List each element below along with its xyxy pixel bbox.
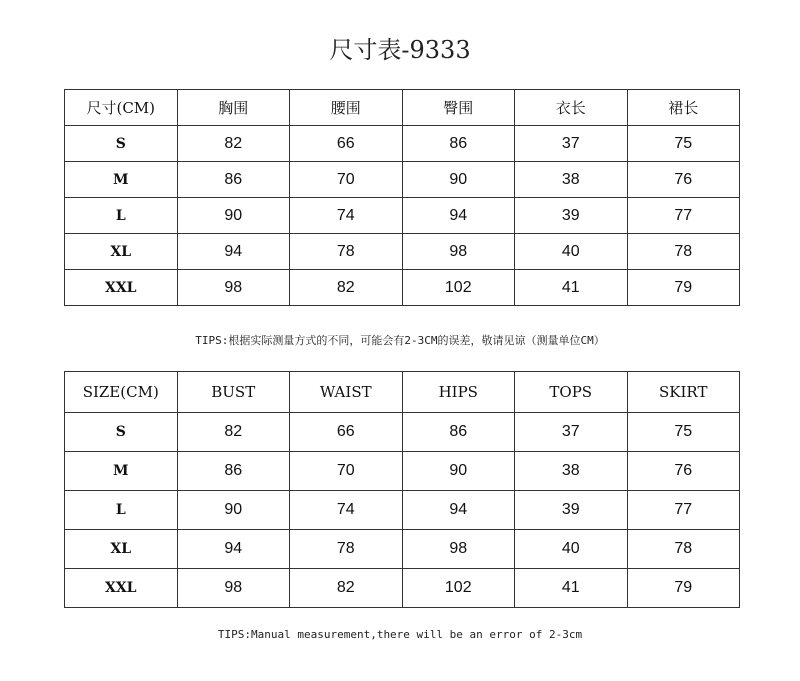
- value-cell: 38: [515, 162, 628, 198]
- value-cell: 82: [290, 270, 403, 306]
- value-cell: 79: [627, 270, 740, 306]
- value-cell: 98: [402, 530, 515, 569]
- header-cell: 臀围: [402, 90, 515, 126]
- value-cell: 79: [627, 569, 740, 608]
- value-cell: 38: [515, 452, 628, 491]
- value-cell: 94: [402, 491, 515, 530]
- size-cell: L: [65, 491, 178, 530]
- header-cell: 裙长: [627, 90, 740, 126]
- header-cell: 衣长: [515, 90, 628, 126]
- value-cell: 41: [515, 270, 628, 306]
- value-cell: 77: [627, 198, 740, 234]
- value-cell: 82: [290, 569, 403, 608]
- size-table-english: [64, 371, 740, 608]
- size-cell: L: [65, 198, 178, 234]
- value-cell: 98: [177, 270, 290, 306]
- value-cell: 75: [627, 413, 740, 452]
- value-cell: 78: [290, 530, 403, 569]
- header-cell: WAIST: [290, 372, 403, 413]
- value-cell: 78: [627, 234, 740, 270]
- size-cell: S: [65, 413, 178, 452]
- value-cell: 90: [402, 452, 515, 491]
- header-cell: 腰围: [290, 90, 403, 126]
- value-cell: 86: [402, 126, 515, 162]
- value-cell: 86: [402, 413, 515, 452]
- tips-note-english: TIPS:Manual measurement,there will be an error of 2-3cm: [217, 628, 583, 641]
- size-cell: S: [65, 126, 178, 162]
- value-cell: 94: [402, 198, 515, 234]
- value-cell: 77: [627, 491, 740, 530]
- header-cell: BUST: [177, 372, 290, 413]
- value-cell: 98: [177, 569, 290, 608]
- header-cell: 胸围: [177, 90, 290, 126]
- size-cell: XXL: [65, 270, 178, 306]
- value-cell: 98: [402, 234, 515, 270]
- value-cell: 94: [177, 530, 290, 569]
- table-row: [65, 270, 740, 306]
- value-cell: 86: [177, 162, 290, 198]
- size-cell: XL: [65, 530, 178, 569]
- header-cell: HIPS: [402, 372, 515, 413]
- table-row: [65, 198, 740, 234]
- value-cell: 37: [515, 126, 628, 162]
- table-row: [65, 234, 740, 270]
- value-cell: 37: [515, 413, 628, 452]
- value-cell: 94: [177, 234, 290, 270]
- value-cell: 90: [402, 162, 515, 198]
- page-title: 尺寸表-9333: [329, 36, 471, 64]
- table-row: [65, 162, 740, 198]
- table-row: [65, 452, 740, 491]
- value-cell: 82: [177, 413, 290, 452]
- value-cell: 70: [290, 452, 403, 491]
- value-cell: 78: [290, 234, 403, 270]
- value-cell: 39: [515, 491, 628, 530]
- size-cell: XL: [65, 234, 178, 270]
- table-row: [65, 491, 740, 530]
- size-cell: M: [65, 162, 178, 198]
- table-row: [65, 569, 740, 608]
- header-cell: SIZE(CM): [65, 372, 178, 413]
- value-cell: 90: [177, 491, 290, 530]
- value-cell: 66: [290, 126, 403, 162]
- value-cell: 74: [290, 198, 403, 234]
- value-cell: 78: [627, 530, 740, 569]
- header-cell: SKIRT: [627, 372, 740, 413]
- table-header-row: [65, 372, 740, 413]
- value-cell: 75: [627, 126, 740, 162]
- value-cell: 74: [290, 491, 403, 530]
- table-header-row: [65, 90, 740, 126]
- value-cell: 66: [290, 413, 403, 452]
- value-cell: 40: [515, 530, 628, 569]
- table-row: [65, 530, 740, 569]
- value-cell: 102: [402, 270, 515, 306]
- value-cell: 86: [177, 452, 290, 491]
- value-cell: 82: [177, 126, 290, 162]
- size-cell: XXL: [65, 569, 178, 608]
- value-cell: 102: [402, 569, 515, 608]
- value-cell: 40: [515, 234, 628, 270]
- value-cell: 41: [515, 569, 628, 608]
- table-row: [65, 413, 740, 452]
- value-cell: 76: [627, 162, 740, 198]
- table-row: [65, 126, 740, 162]
- size-cell: M: [65, 452, 178, 491]
- header-cell: 尺寸(CM): [65, 90, 178, 126]
- size-table-chinese: [64, 89, 740, 306]
- value-cell: 70: [290, 162, 403, 198]
- value-cell: 76: [627, 452, 740, 491]
- header-cell: TOPS: [515, 372, 628, 413]
- value-cell: 90: [177, 198, 290, 234]
- tips-note-chinese: TIPS:根据实际测量方式的不同，可能会有2-3CM的误差，敬请见谅（测量单位CM）: [195, 334, 605, 347]
- value-cell: 39: [515, 198, 628, 234]
